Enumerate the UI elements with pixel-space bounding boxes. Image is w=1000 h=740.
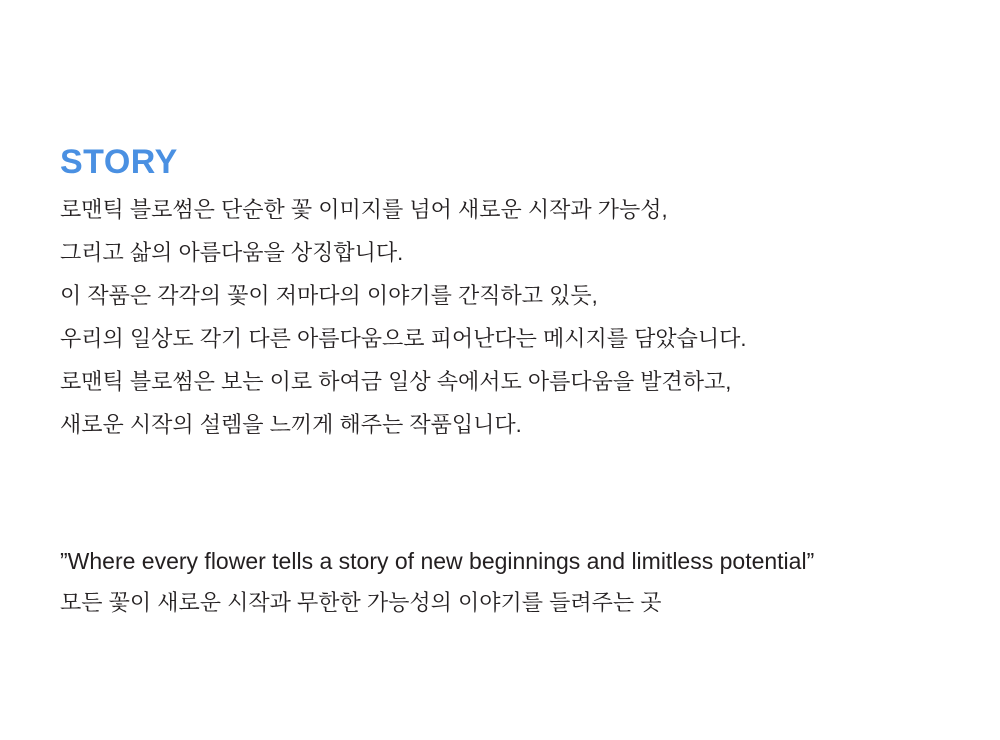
quote-korean: 모든 꽃이 새로운 시작과 무한한 가능성의 이야기를 들려주는 곳 bbox=[60, 590, 662, 615]
body-line: 로맨틱 블로썸은 보는 이로 하여금 일상 속에서도 아름다움을 발견하고, bbox=[60, 369, 732, 394]
body-line: 그리고 삶의 아름다움을 상징합니다. bbox=[60, 240, 404, 265]
body-line: 새로운 시작의 설렘을 느끼게 해주는 작품입니다. bbox=[60, 412, 522, 437]
page-title: STORY bbox=[60, 142, 178, 181]
body-line: 우리의 일상도 각기 다른 아름다움으로 피어난다는 메시지를 담았습니다. bbox=[60, 326, 747, 351]
body-line: 이 작품은 각각의 꽃이 저마다의 이야기를 간직하고 있듯, bbox=[60, 283, 598, 308]
body-line: 로맨틱 블로썸은 단순한 꽃 이미지를 넘어 새로운 시작과 가능성, bbox=[60, 197, 668, 222]
quote-english: ”Where every flower tells a story of new beginnings and limitless potential” bbox=[60, 548, 815, 574]
story-body bbox=[60, 188, 980, 446]
story-quote bbox=[60, 540, 980, 624]
